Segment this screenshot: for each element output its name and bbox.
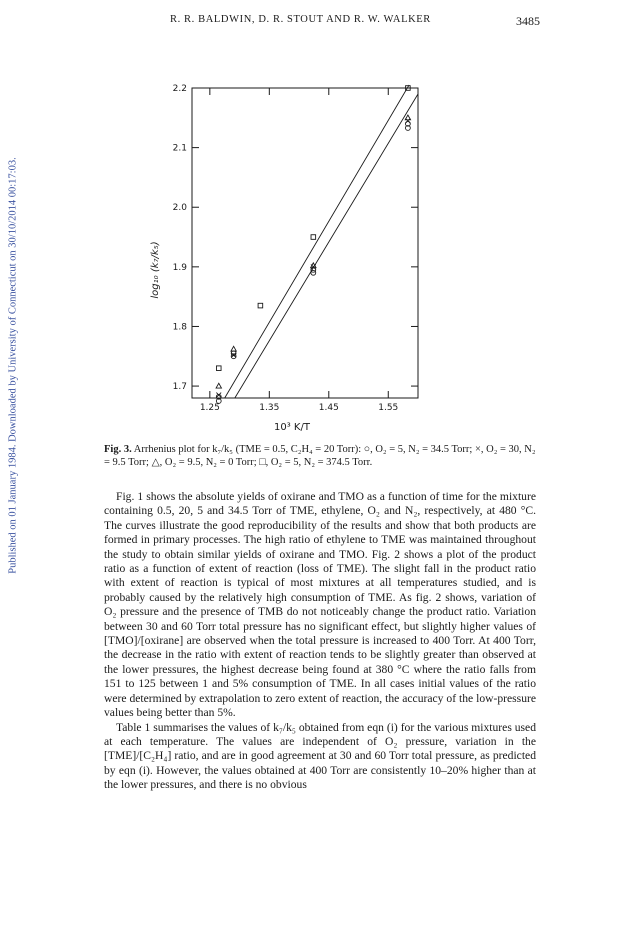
x-axis-label: 10³ K/T — [274, 422, 310, 433]
paragraph: Table 1 summarises the values of k₇/k₅ obtained from eqn (i) for the various mixtures used at each temperature. The values are independent of O₂ pressure, variation in the [TME]/[C₂H₄] ratio, and are in good agreement at 30 and 60 Torr total pressure, as predicted by eqn (i). However, the values obtained at 400 Torr are consistently 10–20% higher than at the lower pressures, and there is no obvious — [104, 720, 536, 792]
y-axis-label: log₁₀ (k₇/k₅) — [150, 241, 161, 299]
fit-line — [225, 85, 409, 398]
fit-line — [235, 94, 418, 398]
cross-marker — [405, 118, 410, 123]
chart-markers — [216, 86, 411, 404]
y-tick-label: 1.7 — [172, 382, 187, 393]
square-marker — [258, 303, 263, 308]
plot-frame — [192, 88, 418, 398]
page-number: 3485 — [516, 14, 540, 28]
triangle-marker — [231, 346, 236, 351]
download-watermark — [2, 150, 24, 580]
x-tick-label: 1.45 — [318, 403, 339, 413]
y-tick-label: 1.8 — [172, 322, 187, 333]
triangle-marker — [405, 115, 410, 120]
square-marker — [311, 235, 316, 240]
chart-tick-labels — [173, 84, 399, 413]
chart-axes — [192, 88, 418, 398]
paragraph: Fig. 1 shows the absolute yields of oxirane and TMO as a function of time for the mixture containing 0.5, 20, 5 and 34.5 Torr of TME, ethylene, O₂ and N₂, respectively, at 480 °C. The curves illustrate the good reproducibility of the results and show that both products are formed in primary processes. The high ratio of ethylene to TME was maintained throughout the study to obtain similar yields of oxirane and TMO. Fig. 2 shows a plot of the product ratio as a function of extent of reaction (loss of TME). The slight fall in the product ratio with extent of reaction is typical of most mixtures at all temperatures studied, and is probably caused by the relatively high consumption of TME. As fig. 2 shows, variation of O₂ pressure and the presence of TMB do not noticeably change the product ratio. Variation between 30 and 60 Torr total pressure has no significant effect, but slightly higher values of [TMO]/[oxirane] are observed when the total pressure is increased to 400 Torr. At 400 Torr, the decrease in the ratio with extent of reaction tends to be slightly greater than observed at the lower pressures, the highest decrease being found at 380 °C where the ratio falls from 151 to 125 between 1 and 5% consumption of TME. In all cases initial values of the ratio were determined by extrapolation to zero extent of reaction, the accuracy of the low-pressure values being better than 5%. — [104, 490, 536, 720]
figure-label: Fig. 3. — [104, 444, 132, 455]
x-tick-label: 1.35 — [259, 403, 280, 413]
x-tick-label: 1.55 — [378, 403, 399, 413]
x-tick-label: 1.25 — [199, 403, 220, 413]
square-marker — [216, 366, 221, 371]
y-tick-label: 2.1 — [172, 143, 187, 154]
arrhenius-chart — [140, 80, 440, 440]
triangle-marker — [216, 383, 221, 388]
y-tick-label: 2.0 — [172, 203, 187, 214]
running-header — [170, 14, 540, 30]
figure-caption — [104, 443, 536, 469]
figure-caption-text: Arrhenius plot for k₇/k₅ (TME = 0.5, C₂H₄ = 20 Torr): ○, O₂ = 5, N₂ = 34.5 Torr; ×, O₂ = 30, N₂ = 9.5 Torr; △, O₂ = 9.5, N₂ = 0 Torr; □, O₂ = 5, N₂ = 374.5 Torr. — [104, 444, 536, 468]
y-tick-label: 1.9 — [172, 262, 187, 273]
header-authors: R. R. BALDWIN, D. R. STOUT AND R. W. WALKER — [170, 14, 431, 25]
chart-fit-lines — [225, 85, 418, 398]
download-watermark-text: Published on 01 January 1984. Downloaded by University of Connecticut on 30/10/2014 00:17:03. — [7, 156, 19, 574]
y-tick-label: 2.2 — [172, 84, 187, 94]
body-text — [104, 490, 536, 793]
